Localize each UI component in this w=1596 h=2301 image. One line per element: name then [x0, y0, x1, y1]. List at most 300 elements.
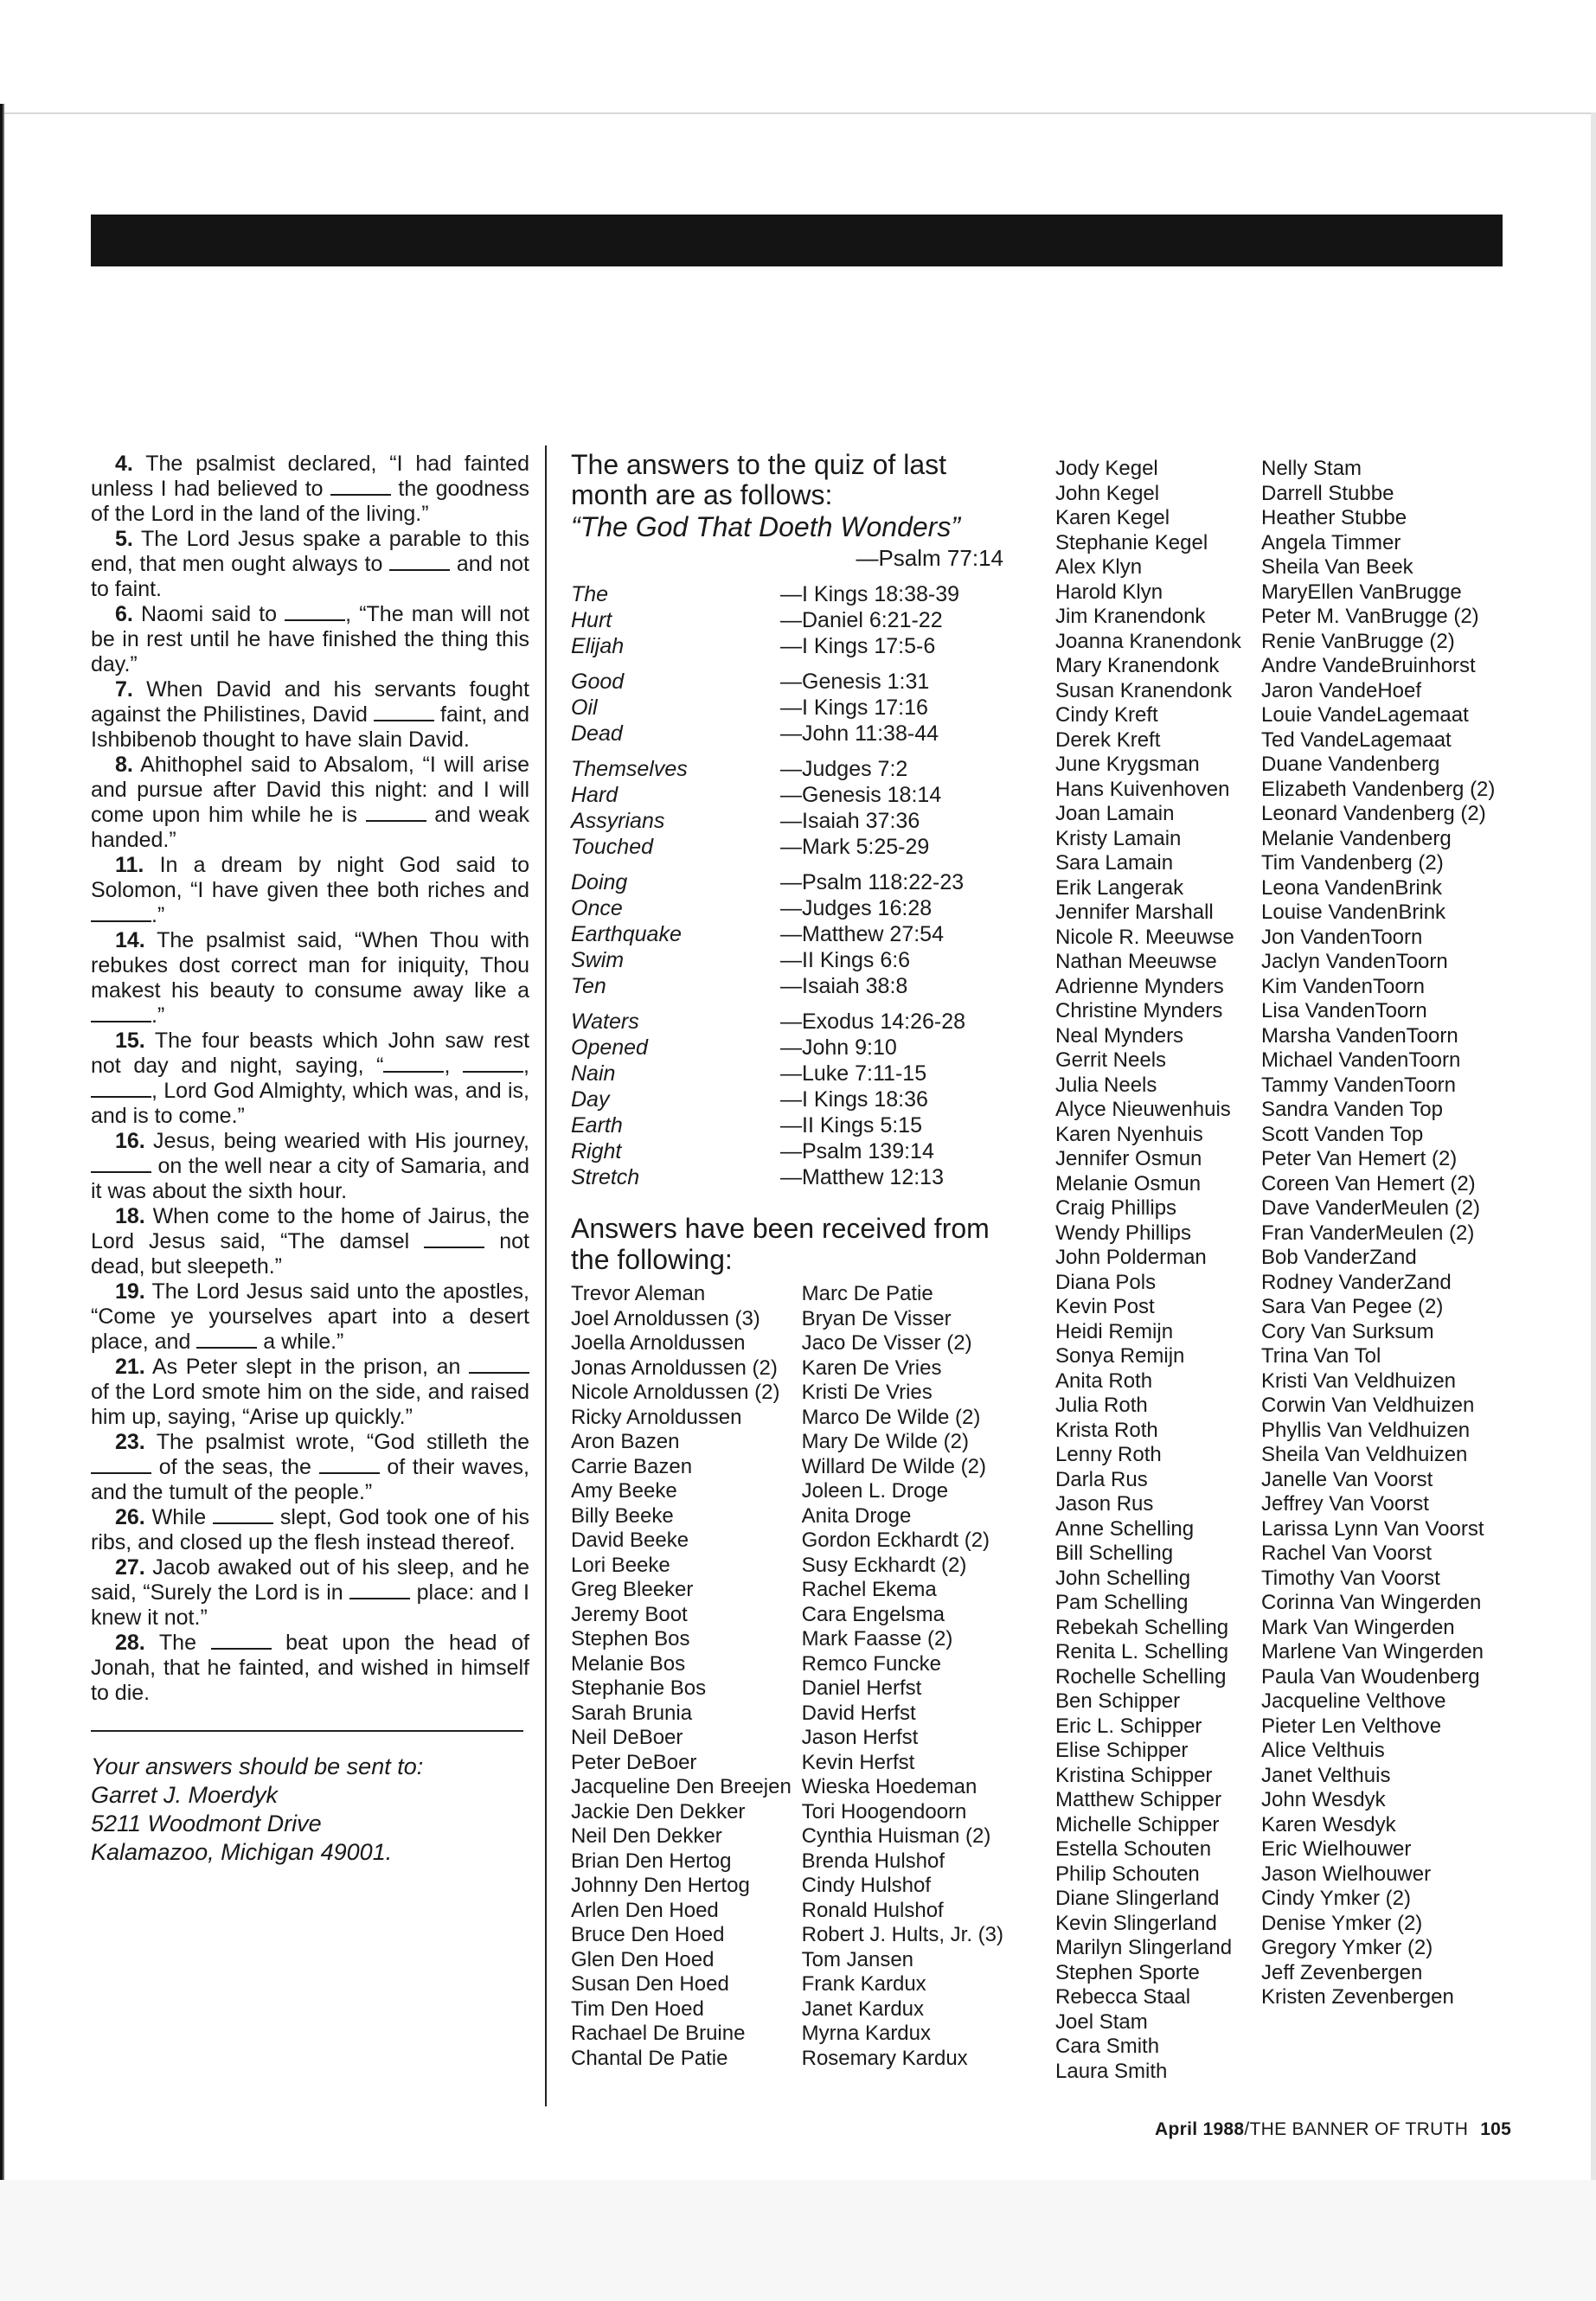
- answer-row: [571, 607, 1003, 633]
- answer-key: [571, 581, 1003, 1190]
- answer-row: [571, 669, 1003, 695]
- respondent-name: Glen Den Hoed: [571, 1947, 715, 1971]
- answer-row: [571, 869, 1003, 895]
- answer-row: [571, 973, 1003, 999]
- answer-row: [571, 695, 1003, 721]
- respondent-name: Erik Langerak: [1055, 875, 1184, 900]
- quiz-question: [91, 753, 529, 853]
- respondent-name: Joleen L. Droge: [801, 1479, 949, 1503]
- respondent-name: Jennifer Osmun: [1055, 1147, 1202, 1170]
- column-divider: [545, 445, 547, 2106]
- question-text: Naomi said to: [140, 602, 285, 626]
- respondent-name: Louie VandeLagemaat: [1261, 703, 1469, 727]
- respondent-name: Billy Beeke: [571, 1503, 674, 1528]
- answer-reference: —Mark 5:25-29: [780, 835, 930, 859]
- respondent-name: Ted VandeLagemaat: [1261, 727, 1452, 752]
- respondent-name: Karen De Vries: [801, 1356, 942, 1380]
- question-number: 28.: [115, 1631, 145, 1655]
- respondent-name: Jaclyn VandenToorn: [1261, 950, 1448, 973]
- quiz-title: “The God That Doeth Wonders”: [571, 511, 960, 542]
- answer-blank: [469, 1356, 529, 1374]
- respondent-name: Lori Beeke: [571, 1553, 670, 1577]
- question-text: Jacob awaked out of his sleep, and he said, “Surely the Lord is in: [91, 1555, 529, 1605]
- respondent-name: Darrell Stubbe: [1261, 481, 1394, 505]
- respondent-name: Kristina Schipper: [1055, 1763, 1213, 1787]
- question-number: 7.: [115, 677, 133, 702]
- respondent-name: Janet Kardux: [801, 1997, 925, 2021]
- respondent-name: Joel Arnoldussen (3): [571, 1306, 760, 1330]
- respondent-name: Marc De Patie: [801, 1282, 933, 1305]
- respondent-name: Janet Velthuis: [1261, 1763, 1391, 1787]
- respondent-name: Alex Klyn: [1055, 555, 1143, 579]
- answer-blank: [285, 604, 345, 621]
- respondent-name: Marilyn Slingerland: [1055, 1936, 1233, 1959]
- question-text: As Peter slept in the prison, an: [152, 1355, 469, 1379]
- answer-blank: [463, 1055, 523, 1073]
- respondent-name: Susan Kranendonk: [1055, 678, 1233, 702]
- answer-word: Day: [571, 1087, 610, 1112]
- respondent-name: Carrie Bazen: [571, 1454, 693, 1478]
- respondent-name: Marco De Wilde (2): [801, 1405, 981, 1429]
- question-text: The four beasts which John saw rest not day and night, saying, “: [91, 1029, 530, 1078]
- respondent-name: Jacqueline Velthove: [1261, 1689, 1446, 1713]
- question-text: The psalmist said, “When Thou with rebukes dost correct man for iniquity, Thou makest his beauty to consume away like a: [91, 928, 529, 1003]
- question-text: of the seas, the: [158, 1455, 319, 1479]
- respondent-name: Coreen Van Hemert (2): [1261, 1171, 1476, 1195]
- answer-word: Oil: [571, 695, 598, 720]
- respondent-name: Laura Smith: [1055, 2059, 1168, 2083]
- respondent-name: Bill Schelling: [1055, 1541, 1174, 1565]
- answer-word: Hurt: [571, 608, 612, 632]
- question-list: [91, 452, 529, 1706]
- answer-group: [571, 869, 1003, 999]
- answer-row: [571, 947, 1003, 973]
- answer-word: Earth: [571, 1113, 623, 1138]
- respondent-name: Jeff Zevenbergen: [1261, 1960, 1423, 1984]
- respondent-name: Tammy VandenToorn: [1261, 1073, 1456, 1097]
- respondent-name: Marlene Van Wingerden: [1261, 1640, 1484, 1663]
- question-number: 6.: [115, 602, 133, 626]
- respondent-name: Jackie Den Dekker: [571, 1799, 746, 1823]
- respondent-name: Heather Stubbe: [1261, 506, 1407, 529]
- question-text: The Lord Jesus said unto the apostles, “Come ye yourselves apart into a desert place, and: [91, 1279, 529, 1354]
- question-text: , Lord God Almighty, which was, and is, and is to come.”: [91, 1079, 529, 1128]
- answer-blank: [91, 1156, 151, 1173]
- answer-reference: —Psalm 139:14: [780, 1139, 934, 1163]
- answer-blank: [374, 704, 434, 721]
- respondent-name: Peter DeBoer: [571, 1750, 697, 1774]
- respondent-name: Julia Roth: [1055, 1394, 1148, 1417]
- respondent-name: Scott Vanden Top: [1261, 1122, 1424, 1146]
- respondent-name: Nicole Arnoldussen (2): [571, 1381, 780, 1404]
- answer-reference: —Judges 7:2: [780, 757, 908, 781]
- answer-word: Stretch: [571, 1165, 640, 1189]
- respondent-name: Angela Timmer: [1261, 530, 1401, 554]
- respondent-name: Adrienne Mynders: [1055, 974, 1224, 998]
- respondent-name: Jaron VandeHoef: [1261, 678, 1422, 702]
- answer-word: Right: [571, 1139, 622, 1163]
- quiz-question: [91, 527, 529, 602]
- answer-word: Dead: [571, 721, 623, 746]
- answer-reference: —Daniel 6:21-22: [780, 608, 943, 632]
- respondent-name: Kristen Zevenbergen: [1261, 1985, 1454, 2009]
- scan-edge-line: [0, 112, 1596, 114]
- respondent-name: Kim VandenToorn: [1261, 974, 1425, 998]
- question-number: 21.: [115, 1355, 145, 1379]
- mailing-address: [91, 1753, 529, 1867]
- answer-reference: —II Kings 6:6: [780, 948, 911, 972]
- respondent-name: Arlen Den Hoed: [571, 1898, 719, 1922]
- answer-word: Swim: [571, 948, 625, 972]
- respondent-name: Kevin Post: [1055, 1295, 1155, 1318]
- respondent-name: Wieska Hoedeman: [801, 1775, 977, 1798]
- respondent-name: Daniel Herfst: [801, 1676, 922, 1700]
- answer-word: Nain: [571, 1061, 616, 1086]
- respondent-name: Julia Neels: [1055, 1073, 1157, 1097]
- respondent-name: Larissa Lynn Van Voorst: [1261, 1516, 1484, 1541]
- name-list-d: [1261, 457, 1495, 2010]
- question-text: a while.”: [263, 1330, 344, 1354]
- respondent-name: Johnny Den Hertog: [571, 1874, 750, 1897]
- respondent-name: Marsha VandenToorn: [1261, 1023, 1458, 1048]
- question-text: beat upon the head of Jonah, that he fainted, and wished in himself to die.: [91, 1631, 529, 1705]
- respondent-name: John Schelling: [1055, 1566, 1191, 1590]
- question-number: 23.: [115, 1430, 145, 1454]
- answer-row: [571, 1061, 1003, 1086]
- respondent-name: Ricky Arnoldussen: [571, 1405, 742, 1429]
- answer-blank: [349, 1582, 410, 1599]
- respondent-name: Myrna Kardux: [801, 2022, 931, 2045]
- quiz-question: [91, 928, 529, 1029]
- respondent-name: Stephen Bos: [571, 1627, 690, 1650]
- question-number: 5.: [115, 527, 133, 551]
- respondent-name: Tim Den Hoed: [571, 1997, 704, 2021]
- answer-reference: —Matthew 27:54: [780, 922, 944, 946]
- respondent-name: Dave VanderMeulen (2): [1261, 1196, 1481, 1220]
- quiz-question: [91, 1129, 529, 1204]
- respondent-name: Lenny Roth: [1055, 1443, 1162, 1466]
- respondent-name: Trina Van Tol: [1261, 1344, 1381, 1368]
- answer-row: [571, 1112, 1003, 1138]
- respondent-name: Duane Vandenberg: [1261, 753, 1440, 776]
- quiz-questions-column: [91, 452, 529, 1867]
- respondent-name: Sara Lamain: [1055, 851, 1174, 875]
- answer-reference: —I Kings 17:16: [780, 695, 928, 720]
- respondent-name: Rochelle Schelling: [1055, 1664, 1227, 1689]
- answer-word: Doing: [571, 870, 628, 894]
- respondent-name: Jody Kegel: [1055, 457, 1158, 480]
- answer-word: Hard: [571, 783, 619, 807]
- question-text: and not to faint.: [91, 552, 529, 601]
- answer-group: [571, 1009, 1003, 1190]
- name-list-c: [1055, 457, 1241, 2084]
- respondent-name: Jonas Arnoldussen (2): [571, 1356, 778, 1380]
- respondent-name: Jason Rus: [1055, 1492, 1154, 1516]
- respondent-name: Rachel Ekema: [801, 1578, 937, 1601]
- respondent-name: Greg Bleeker: [571, 1578, 694, 1601]
- question-text: The Lord Jesus spake a parable to this end, that men ought always to: [91, 527, 530, 576]
- respondent-name: Sara Van Pegee (2): [1261, 1295, 1444, 1318]
- respondent-name: Jason Herfst: [801, 1726, 919, 1749]
- respondent-name: Eric Wielhouwer: [1261, 1837, 1412, 1861]
- respondent-name: Leona VandenBrink: [1261, 875, 1443, 900]
- question-number: 14.: [115, 928, 145, 952]
- answer-row: [571, 1138, 1003, 1164]
- question-text: and weak handed.”: [91, 803, 529, 852]
- respondent-name: David Herfst: [801, 1701, 916, 1725]
- respondent-name: Joanna Kranendonk: [1055, 629, 1241, 653]
- question-text: slept, God took one of his ribs, and closed up the flesh instead thereof.: [91, 1505, 530, 1554]
- answer-reference: —John 9:10: [780, 1035, 897, 1060]
- question-number: 4.: [115, 452, 133, 476]
- answer-group: [571, 581, 1003, 659]
- respondent-name: Melanie Bos: [571, 1651, 686, 1676]
- respondent-name: Rebecca Staal: [1055, 1985, 1191, 2009]
- respondent-name: Sheila Van Beek: [1261, 555, 1413, 579]
- quiz-question: [91, 1029, 529, 1129]
- respondent-name: Timothy Van Voorst: [1261, 1566, 1440, 1590]
- names-two-columns: [571, 1282, 1003, 2071]
- respondent-name: Paula Van Woudenberg: [1261, 1664, 1480, 1689]
- question-number: 8.: [115, 753, 133, 777]
- respondent-name: Elise Schipper: [1055, 1739, 1189, 1762]
- respondent-name: Phyllis Van Veldhuizen: [1261, 1418, 1471, 1442]
- answer-blank: [366, 804, 426, 822]
- respondent-name: Mary De Wilde (2): [801, 1430, 969, 1453]
- respondent-name: Karen Wesdyk: [1261, 1812, 1396, 1836]
- respondent-name: Anne Schelling: [1055, 1516, 1195, 1541]
- answer-word: Themselves: [571, 757, 688, 781]
- answer-reference: —Psalm 118:22-23: [780, 870, 965, 894]
- respondent-name: Stephanie Bos: [571, 1676, 707, 1700]
- respondent-name: Kevin Herfst: [801, 1750, 915, 1774]
- respondent-name: Heidi Remijn: [1055, 1319, 1174, 1343]
- answers-column: [571, 450, 1003, 2071]
- answer-row: [571, 895, 1003, 921]
- footer-date: April 1988: [1155, 2119, 1245, 2139]
- answer-word: Earthquake: [571, 922, 682, 946]
- scan-margin-bottom: [0, 2180, 1596, 2301]
- respondent-name: Kevin Slingerland: [1055, 1911, 1217, 1935]
- respondent-name: Neal Mynders: [1055, 1023, 1184, 1048]
- question-text: of the Lord smote him on the side, and raised him up, saying, “Arise up quickly.”: [91, 1380, 529, 1429]
- respondent-name: Melanie Vandenberg: [1261, 826, 1452, 850]
- quiz-question: [91, 1430, 529, 1505]
- question-text: of their waves, and the tumult of the people.”: [91, 1455, 529, 1504]
- question-text: While: [151, 1505, 214, 1529]
- respondent-name: Amy Beeke: [571, 1479, 677, 1503]
- question-text: In a dream by night God said to Solomon, “I have given thee both riches and: [91, 853, 529, 902]
- answer-reference: —Isaiah 38:8: [780, 974, 908, 998]
- respondent-name: Alyce Nieuwenhuis: [1055, 1098, 1231, 1121]
- quiz-question: [91, 452, 529, 527]
- quiz-question: [91, 1555, 529, 1631]
- answer-row: [571, 921, 1003, 947]
- quiz-question: [91, 677, 529, 753]
- respondent-name: Leonard Vandenberg (2): [1261, 802, 1486, 825]
- question-number: 18.: [115, 1204, 145, 1228]
- respondent-name: David Beeke: [571, 1529, 689, 1552]
- respondent-name: Rodney VanderZand: [1261, 1270, 1452, 1294]
- respondent-name: Sarah Brunia: [571, 1701, 693, 1725]
- respondent-name: MaryEllen VanBrugge: [1261, 580, 1462, 604]
- respondent-name: Anita Roth: [1055, 1368, 1153, 1393]
- quiz-question: [91, 1355, 529, 1430]
- respondent-name: Peter Van Hemert (2): [1261, 1147, 1458, 1170]
- respondent-name: Diane Slingerland: [1055, 1887, 1220, 1910]
- respondent-name: Sheila Van Veldhuizen: [1261, 1443, 1468, 1466]
- respondent-name: Bob VanderZand: [1261, 1246, 1417, 1269]
- question-text: on the well near a city of Samaria, and it was about the sixth hour.: [91, 1154, 529, 1203]
- respondent-name: Michelle Schipper: [1055, 1812, 1220, 1836]
- answer-blank: [91, 1005, 151, 1022]
- respondent-name: Jeremy Boot: [571, 1602, 688, 1626]
- question-text: ,: [523, 1054, 529, 1078]
- answer-reference: —Genesis 1:31: [780, 670, 930, 694]
- answer-reference: —John 11:38-44: [780, 721, 939, 746]
- answer-blank: [213, 1507, 273, 1524]
- respondent-name: Darla Rus: [1055, 1467, 1148, 1491]
- respondent-name: Jeffrey Van Voorst: [1261, 1492, 1429, 1516]
- answer-reference: —I Kings 17:5-6: [780, 634, 936, 658]
- question-text: The psalmist declared, “I had fainted unless I had believed to: [91, 452, 529, 501]
- respondent-name: Mary Kranendonk: [1055, 654, 1220, 677]
- respondent-name: Pieter Len Velthove: [1261, 1714, 1442, 1738]
- received-heading: Answers have been received from the following:: [571, 1213, 990, 1275]
- respondent-name: Stephanie Kegel: [1055, 530, 1208, 554]
- respondent-name: Sandra Vanden Top: [1261, 1098, 1443, 1121]
- answer-group: [571, 756, 1003, 860]
- question-text: the goodness of the Lord in the land of the living.”: [91, 477, 529, 526]
- question-text: not dead, but sleepeth.”: [91, 1229, 529, 1279]
- respondent-name: Pam Schelling: [1055, 1591, 1189, 1614]
- scan-edge-right: [1591, 112, 1596, 2214]
- respondent-name: Nicole R. Meeuwse: [1055, 925, 1234, 949]
- respondent-name: Anita Droge: [801, 1503, 912, 1528]
- respondent-name: Jaco De Visser (2): [801, 1331, 972, 1355]
- answer-word: Touched: [571, 835, 653, 859]
- respondent-name: Jacqueline Den Breejen: [571, 1775, 792, 1798]
- respondent-name: Brian Den Hertog: [571, 1849, 732, 1873]
- respondent-name: Willard De Wilde (2): [801, 1454, 986, 1478]
- answer-blank: [196, 1331, 257, 1349]
- question-text: faint, and Ishbibenob thought to have slain David.: [91, 702, 530, 752]
- respondent-name: Peter M. VanBrugge (2): [1261, 605, 1479, 628]
- question-number: 15.: [115, 1029, 145, 1053]
- respondent-name: John Wesdyk: [1261, 1788, 1386, 1811]
- respondent-name: Nelly Stam: [1261, 457, 1362, 480]
- question-number: 16.: [115, 1129, 145, 1153]
- answer-word: Good: [571, 670, 625, 694]
- respondent-name: Renita L. Schelling: [1055, 1640, 1229, 1663]
- scan-margin-top: [0, 0, 1596, 112]
- address-line: Garret J. Moerdyk: [91, 1782, 279, 1808]
- question-text: The psalmist wrote, “God stilleth the: [156, 1430, 529, 1454]
- answer-row: [571, 1086, 1003, 1112]
- respondent-name: Joel Stam: [1055, 2009, 1148, 2034]
- respondent-name: Christine Mynders: [1055, 999, 1223, 1022]
- respondent-name: Cindy Ymker (2): [1261, 1887, 1411, 1910]
- footer-publication: /THE BANNER OF TRUTH: [1244, 2119, 1469, 2139]
- question-text: The: [158, 1631, 211, 1655]
- question-number: 26.: [115, 1505, 145, 1529]
- scan-binding-edge: [0, 104, 7, 2214]
- answer-reference: —Matthew 12:13: [780, 1165, 944, 1189]
- answer-blank: [424, 1231, 484, 1248]
- question-text: ,: [444, 1054, 464, 1078]
- respondent-name: Trevor Aleman: [571, 1282, 706, 1305]
- answer-word: Once: [571, 896, 623, 920]
- respondent-name: Karen Nyenhuis: [1055, 1122, 1203, 1146]
- quiz-question: [91, 853, 529, 928]
- respondent-name: Elizabeth Vandenberg (2): [1261, 777, 1496, 801]
- question-text: Ahithophel said to Absalom, “I will arise and pursue after David this night: and I will come upon him while he is: [91, 753, 530, 827]
- respondent-name: Corwin Van Veldhuizen: [1261, 1394, 1475, 1417]
- answer-reference: —Exodus 14:26-28: [780, 1009, 966, 1034]
- question-text: place: and I knew it not.”: [91, 1580, 529, 1630]
- question-number: 19.: [115, 1279, 145, 1304]
- respondent-name: Ronald Hulshof: [801, 1898, 944, 1922]
- respondent-name: Jim Kranendonk: [1055, 605, 1206, 628]
- respondent-name: Frank Kardux: [801, 1972, 926, 1996]
- respondent-name: Brenda Hulshof: [801, 1849, 945, 1873]
- answer-blank: [383, 1055, 444, 1073]
- respondent-name: Denise Ymker (2): [1261, 1911, 1423, 1935]
- quiz-question: [91, 1204, 529, 1279]
- question-number: 11.: [115, 853, 144, 877]
- respondent-name: Corinna Van Wingerden: [1261, 1591, 1482, 1614]
- quiz-question: [91, 1631, 529, 1706]
- respondent-name: Karen Kegel: [1055, 506, 1170, 529]
- answer-reference: —Judges 16:28: [780, 896, 933, 920]
- respondent-name: Gordon Eckhardt (2): [801, 1529, 990, 1552]
- answer-word: Waters: [571, 1009, 639, 1034]
- respondent-name: Gregory Ymker (2): [1261, 1936, 1433, 1959]
- respondent-name: Jon VandenToorn: [1261, 925, 1423, 949]
- respondent-name: Cara Engelsma: [801, 1602, 945, 1626]
- respondent-name: Chantal De Patie: [571, 2046, 728, 2070]
- answer-reference: —Isaiah 37:36: [780, 809, 920, 833]
- respondent-name: Sonya Remijn: [1055, 1344, 1185, 1368]
- respondent-name: Neil DeBoer: [571, 1726, 683, 1749]
- respondent-name: Fran VanderMeulen (2): [1261, 1221, 1475, 1245]
- respondent-name: Bryan De Visser: [801, 1306, 952, 1330]
- respondent-name: Rosemary Kardux: [801, 2046, 968, 2070]
- answer-row: [571, 1009, 1003, 1035]
- question-text: , “The man will not be in rest until he have finished the thing this day.”: [91, 602, 529, 676]
- respondent-name: Joella Arnoldussen: [571, 1331, 746, 1355]
- answer-row: [571, 808, 1003, 834]
- divider-rule: [91, 1730, 523, 1732]
- answer-blank: [330, 478, 391, 496]
- respondent-name: Kristi Van Veldhuizen: [1261, 1368, 1457, 1393]
- respondent-name: Jennifer Marshall: [1055, 901, 1214, 924]
- answer-row: [571, 756, 1003, 782]
- answer-row: [571, 721, 1003, 747]
- respondent-name: Hans Kuivenhoven: [1055, 777, 1230, 801]
- answer-row: [571, 581, 1003, 607]
- answer-reference: —I Kings 18:36: [780, 1087, 928, 1112]
- address-line: Your answers should be sent to:: [91, 1753, 424, 1779]
- answer-blank: [91, 1457, 151, 1474]
- respondent-name: Diana Pols: [1055, 1270, 1157, 1294]
- answer-row: [571, 782, 1003, 808]
- answers-intro: The answers to the quiz of last month are as follows:: [571, 449, 946, 510]
- respondent-name: Tim Vandenberg (2): [1261, 851, 1444, 875]
- address-line: 5211 Woodmont Drive: [91, 1811, 322, 1836]
- respondent-name: Bruce Den Hoed: [571, 1923, 725, 1946]
- question-text: When David and his servants fought against the Philistines, David: [91, 677, 529, 727]
